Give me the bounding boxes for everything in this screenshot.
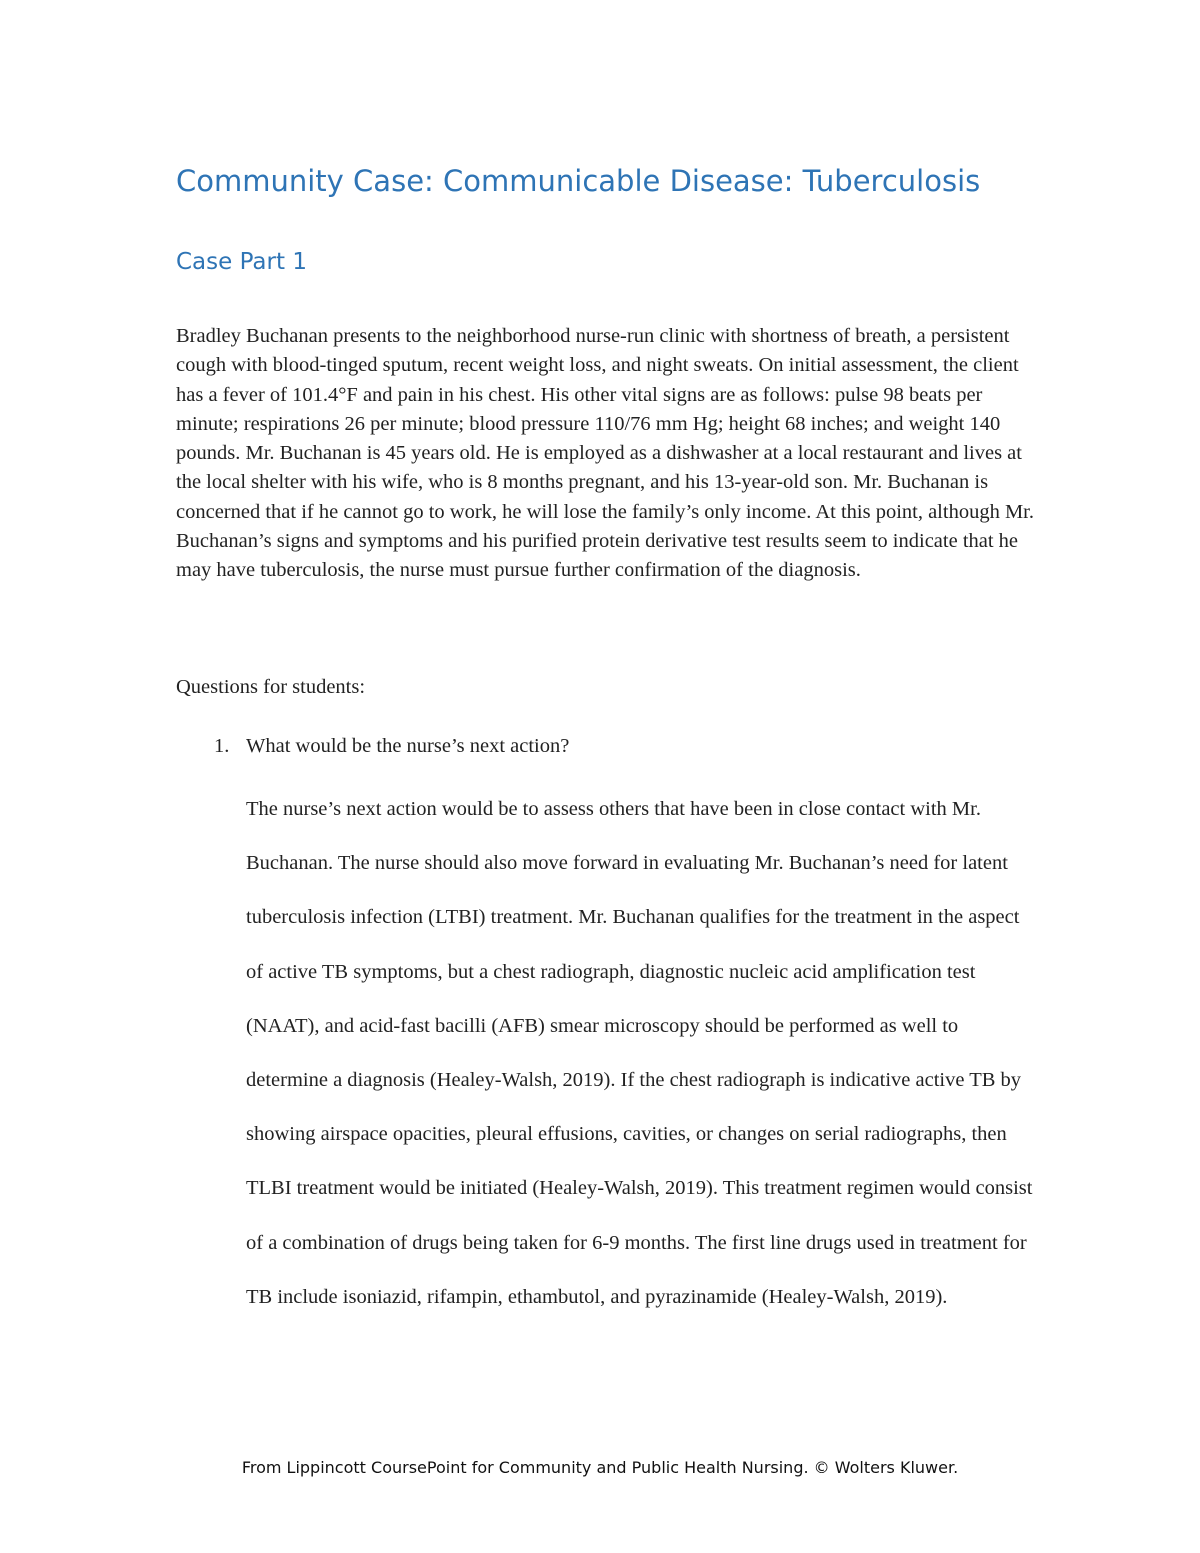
document-title: Community Case: Communicable Disease: Tuberculosis xyxy=(176,164,981,198)
page-footer: From Lippincott CoursePoint for Community and Public Health Nursing. © Wolters Kluwer. xyxy=(241,1458,959,1477)
questions-label: Questions for students: xyxy=(176,676,366,698)
question-text: What would be the nurse’s next action? xyxy=(246,735,570,757)
question-number: 1. xyxy=(214,735,230,757)
case-description-paragraph: Bradley Buchanan presents to the neighborhood nurse-run clinic with shortness of breath, a persistent cough with blood-tinged sputum, recent weight loss, and night sweats. On initial assessment, the client has a fever of 101.4°F and pain in his chest. His other vital signs are as follows: pulse 98 beats per minute; respirations 26 per minute; blood pressure 110/76 mm Hg; height 68 inches; and weight 140 pounds. Mr. Buchanan is 45 years old. He is employed as a dishwasher at a local restaurant and lives at the local shelter with his wife, who is 8 months pregnant, and his 13-year-old son. Mr. Buchanan is concerned that if he cannot go to work, he will lose the family’s only income. At this point, although Mr. Buchanan’s signs and symptoms and his purified protein derivative test results seem to indicate that he may have tuberculosis, the nurse must pursue further confirmation of the diagnosis. xyxy=(176,325,1034,582)
question-answer: The nurse’s next action would be to assess others that have been in close contact with Mr. Buchanan. The nurse should also move forward in evaluating Mr. Buchanan’s need for latent tuberculosis infection (LTBI) treatment. Mr. Buchanan qualifies for the treatment in the aspect of active TB symptoms, but a chest radiograph, diagnostic nucleic acid amplification test (NAAT), and acid-fast bacilli (AFB) smear microscopy should be performed as well to determine a diagnosis (Healey-Walsh, 2019). If the chest radiograph is indicative active TB by showing airspace opacities, pleural effusions, cavities, or changes on serial radiographs, then TLBI treatment would be initiated (Healey-Walsh, 2019). This treatment regimen would consist of a combination of drugs being taken for 6-9 months. The first line drugs used in treatment for TB include isoniazid, rifampin, ethambutol, and pyrazinamide (Healey-Walsh, 2019). xyxy=(246,798,1033,1308)
case-part-heading: Case Part 1 xyxy=(176,249,307,275)
